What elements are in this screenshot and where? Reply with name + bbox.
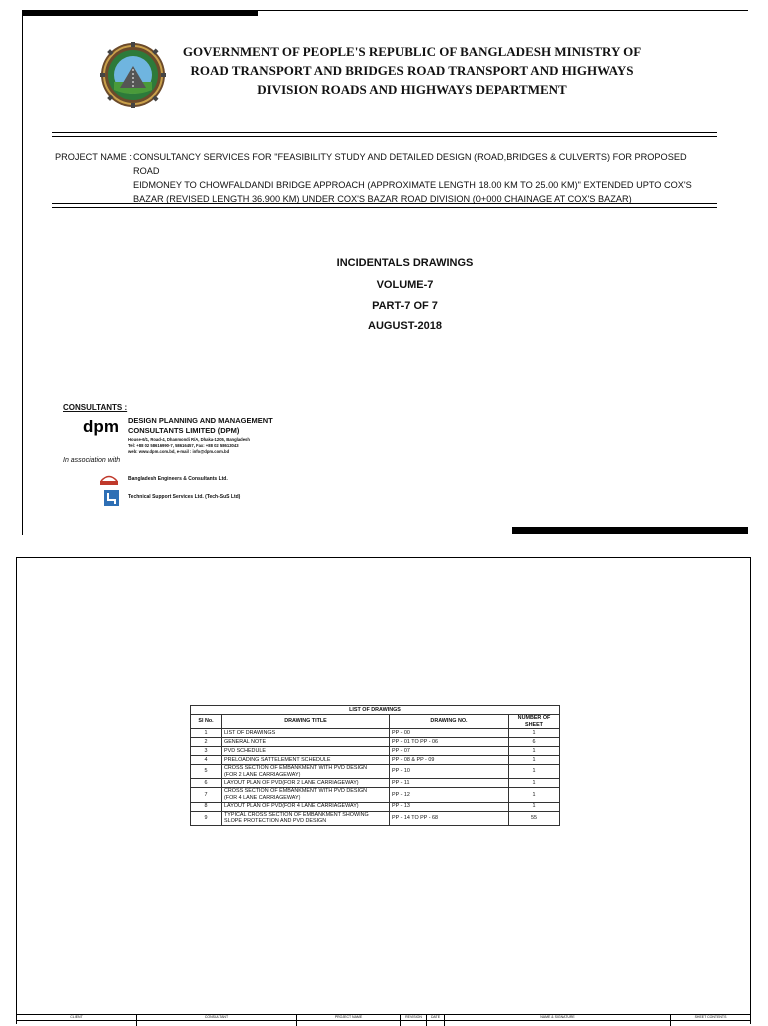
dpm-address-line-3: web: www.dpm.com.bd, e-mail : info@dpm.com.bd [128,449,230,454]
row-drawing-title [222,738,390,747]
part-label: PART-7 OF 7 [372,300,438,312]
row-title-line-1: PRELOADING SATTELEMENT SCHEDULE [224,756,331,763]
project-name-line-3: BAZAR (REVISED LENGTH 36.900 KM) UNDER COX'S BAZAR ROAD DIVISION (0+000 CHAINAGE AT COX'S BAZAR) [133,194,632,204]
title-block [17,1014,750,1026]
table-row [191,729,560,738]
project-name-block [55,150,715,206]
dpm-name-line-2: CONSULTANTS LIMITED (DPM) [128,426,240,435]
row-drawing-no: PP - 07 [390,747,509,756]
row-drawing-no: PP - 01 TO PP - 06 [390,738,509,747]
table-row [191,779,560,788]
row-title-line-1: LIST OF DRAWINGS [224,729,276,736]
top-black-bar [22,10,258,16]
government-title-line-3: DIVISION ROADS AND HIGHWAYS DEPARTMENT [257,82,567,97]
tb-project-name: PROJECT NAME [297,1015,401,1026]
row-sheet-count: 1 [509,779,560,788]
dpm-address-line-2: Tel: +88 02 58616990-7, 58616457, Fax: +88 02 58613043 [128,443,239,448]
table-row [191,738,560,747]
table-body [191,729,560,826]
row-title-line-1: CROSS SECTION OF EMBANKMENT WITH PVD DESIGN [224,765,368,772]
row-sheet-count: 1 [509,788,560,802]
row-sl-no: 7 [191,788,222,802]
col-header-title: DRAWING TITLE [222,715,390,729]
table-row [191,802,560,811]
dpm-logo [80,415,122,437]
tech-sus-logo [104,490,119,506]
table-row [191,765,560,779]
volume-label: VOLUME-7 [376,279,434,291]
row-sheet-count: 1 [509,729,560,738]
row-sl-no: 3 [191,747,222,756]
row-title-line-1: TYPICAL CROSS SECTION OF EMBANKMENT SHOWING [224,811,369,818]
project-name-line-2: EIDMONEY TO CHOWFALDANDI BRIDGE APPROACH (APPROXIMATE LENGTH 18.00 KM TO 25.00 KM)" EXTENDED UPTO COX'S [133,180,692,190]
row-sheet-count: 6 [509,738,560,747]
row-drawing-title [222,765,390,779]
tb-consultant: CONSULTANT [137,1015,297,1026]
bece-company-name: Bangladesh Engineers & Consultants Ltd. [128,476,228,482]
government-title [170,42,654,99]
row-drawing-no: PP - 14 TO PP - 68 [390,811,509,825]
table-row [191,747,560,756]
dpm-logo-text: dpm [83,417,119,436]
double-rule-top [52,132,717,137]
tb-date: DATE [427,1015,445,1026]
government-title-line-2: ROAD TRANSPORT AND BRIDGES ROAD TRANSPORT AND HIGHWAYS [190,63,634,78]
tb-sheet-contents: SHEET CONTENTS [694,1015,727,1019]
row-sl-no: 5 [191,765,222,779]
row-drawing-no: PP - 10 [390,765,509,779]
association-label: In association with [63,457,121,464]
table-row [191,811,560,825]
row-drawing-title [222,729,390,738]
row-title-line-1: GENERAL NOTE [224,738,267,745]
row-title-line-1: CROSS SECTION OF EMBANKMENT WITH PVD DESIGN [224,788,368,795]
dpm-address-line-1: House-6/1, Road-4, Dhanmondi R/A, Dhaka-1205, Bangladesh [128,437,250,442]
row-sl-no: 2 [191,738,222,747]
row-title-line-1: PVD SCHEDULE [224,747,266,754]
dpm-company-name [128,416,298,436]
bece-logo [98,472,120,486]
drawing-list-page [16,557,751,1024]
row-title-line-2: (FOR 4 LANE CARRIAGEWAY) [224,794,301,801]
list-of-drawings-table [190,705,560,826]
row-sl-no: 6 [191,779,222,788]
row-drawing-no: PP - 12 [390,788,509,802]
table-row [191,756,560,765]
row-drawing-title [222,779,390,788]
row-sl-no: 4 [191,756,222,765]
tech-sus-company-name: Technical Support Services Ltd. (Tech-SuS Ltd) [128,494,241,500]
col-header-sl: Sl No. [191,715,222,729]
row-drawing-no: PP - 08 & PP - 09 [390,756,509,765]
row-sl-no: 9 [191,811,222,825]
col-header-drawing-no: DRAWING NO. [390,715,509,729]
row-drawing-title [222,788,390,802]
col-header-sheets: NUMBER OF SHEET [509,715,560,729]
tb-client: CLIENT [17,1015,137,1026]
project-name-label: PROJECT NAME : [55,152,132,162]
dpm-address [128,437,298,455]
row-sheet-count: 1 [509,802,560,811]
row-drawing-no: PP - 13 [390,802,509,811]
row-sheet-count: 55 [509,811,560,825]
row-sheet-count: 1 [509,747,560,756]
tb-revision: REVISION [401,1015,427,1026]
row-sheet-count: 1 [509,756,560,765]
government-title-line-1: GOVERNMENT OF PEOPLE'S REPUBLIC OF BANGLADESH MINISTRY OF [182,44,642,59]
consultants-label: CONSULTANTS : [63,403,128,412]
row-sl-no: 8 [191,802,222,811]
date-label: AUGUST-2018 [368,320,442,332]
row-drawing-title [222,756,390,765]
row-drawing-title [222,747,390,756]
dpm-name-line-1: DESIGN PLANNING AND MANAGEMENT [128,416,273,425]
row-title-line-2: (FOR 2 LANE CARRIAGEWAY) [224,771,301,778]
row-drawing-title [222,811,390,825]
row-title-line-2: SLOPE PROTECTION AND PVD DESIGN [224,818,327,825]
row-title-line-1: LAYOUT PLAN OF PVD(FOR 4 LANE CARRIAGEWAY) [224,803,359,810]
row-drawing-title [222,802,390,811]
table-title: LIST OF DRAWINGS [191,706,560,715]
row-drawing-no: PP - 00 [390,729,509,738]
drawings-title: INCIDENTALS DRAWINGS [336,257,474,269]
table-row [191,788,560,802]
row-drawing-no: PP - 11 [390,779,509,788]
row-title-line-1: LAYOUT PLAN OF PVD(FOR 2 LANE CARRIAGEWAY) [224,780,359,787]
double-rule-bottom [52,203,717,208]
tb-name-signature: NAME & SIGNATURE [445,1015,671,1026]
bottom-black-bar [512,527,748,534]
rhd-emblem-logo [100,42,166,108]
row-sheet-count: 1 [509,765,560,779]
project-name-line-1: CONSULTANCY SERVICES FOR "FEASIBILITY STUDY AND DETAILED DESIGN (ROAD,BRIDGES & CULVERTS) FOR PROPOSED ROAD [133,152,687,176]
left-border-line [22,10,23,535]
row-sl-no: 1 [191,729,222,738]
